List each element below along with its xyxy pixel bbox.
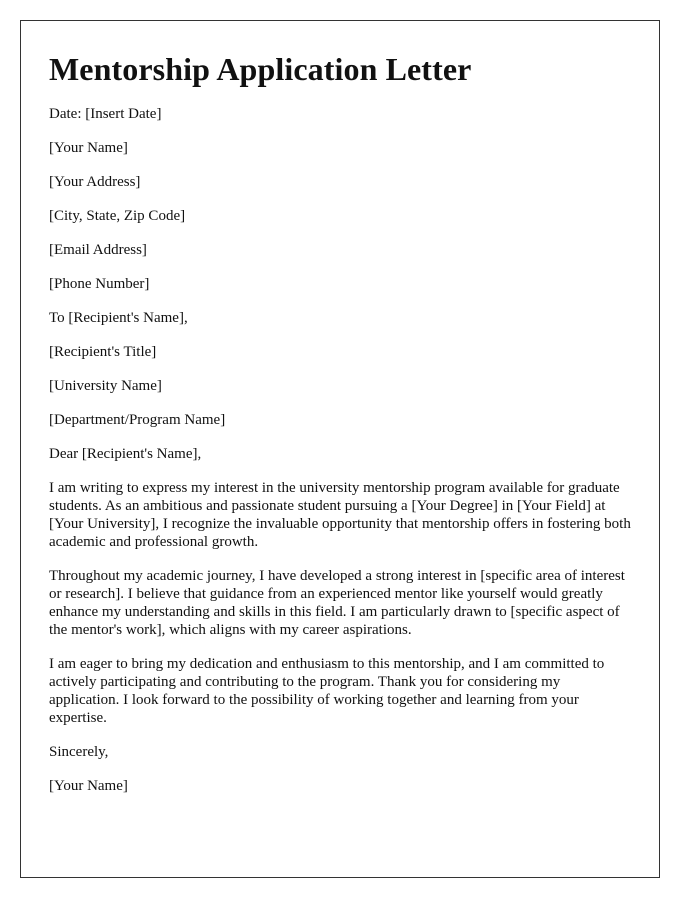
recipient-university: [University Name] [49, 378, 162, 394]
sender-phone: [Phone Number] [49, 276, 150, 292]
signature: [Your Name] [49, 778, 128, 794]
recipient-department: [Department/Program Name] [49, 412, 226, 428]
body-paragraph-1: I am writing to express my interest in the university mentorship program available for graduate students. As an ambitious and passionate student pursuing a [Your Degree] in [Your Field] at [Your University], I recognize the invaluable opportunity that mentorship offers in fostering both academic and professional growth. [49, 480, 631, 550]
body-paragraph-3: I am eager to bring my dedication and enthusiasm to this mentorship, and I am committed to actively participating and contributing to the program. Thank you for considering my application. I look forward to the possibility of working together and learning from your expertise. [49, 656, 605, 726]
sender-email: [Email Address] [49, 242, 147, 258]
recipient-title: [Recipient's Title] [49, 344, 157, 360]
closing: Sincerely, [49, 744, 109, 760]
letter-title: Mentorship Application Letter [49, 51, 472, 87]
body-paragraph-2: Throughout my academic journey, I have developed a strong interest in [specific area of interest or research]. I believe that guidance from an experienced mentor like yourself would greatly enhance my understanding and skills in this field. I am particularly drawn to [specific aspect of the mentor's work], which aligns with my career aspirations. [49, 568, 625, 638]
sender-city-state-zip: [City, State, Zip Code] [49, 208, 186, 224]
sender-name: [Your Name] [49, 140, 128, 156]
salutation: Dear [Recipient's Name], [49, 446, 202, 462]
sender-address: [Your Address] [49, 174, 141, 190]
recipient-to-line: To [Recipient's Name], [49, 310, 188, 326]
date-line: Date: [Insert Date] [49, 106, 162, 122]
letter-page [20, 20, 660, 878]
